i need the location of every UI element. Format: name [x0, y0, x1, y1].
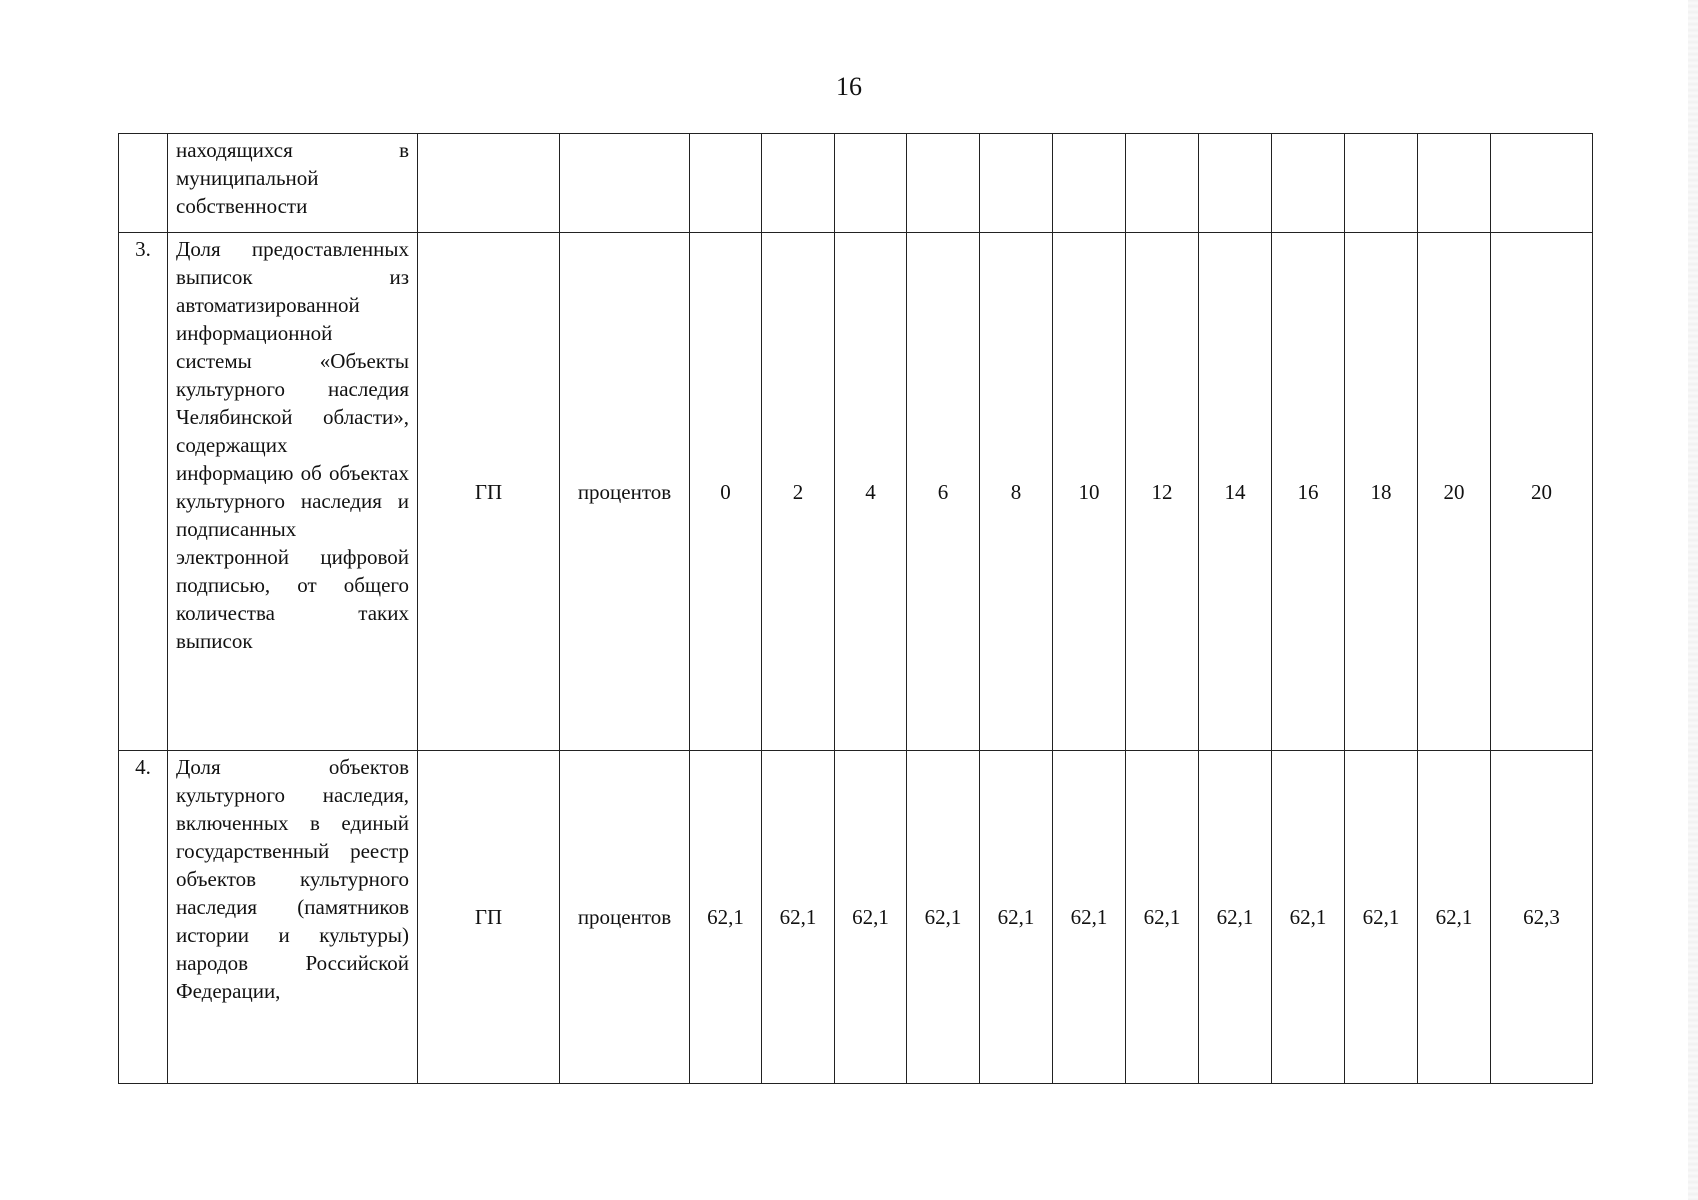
scan-edge-artifact — [1688, 0, 1698, 1200]
value-cell: 18 — [1345, 233, 1418, 751]
value-cell: 62,1 — [835, 751, 907, 1084]
value-cell — [1272, 134, 1345, 233]
value-cell — [1491, 134, 1593, 233]
value-cell — [907, 134, 980, 233]
value-cell — [1345, 134, 1418, 233]
value-cell — [1199, 134, 1272, 233]
value-cell — [835, 134, 907, 233]
row-number-cell: 4. — [119, 751, 168, 1084]
value-cell — [1126, 134, 1199, 233]
source-cell: ГП — [418, 751, 560, 1084]
unit-cell: процентов — [560, 233, 690, 751]
value-cell — [980, 134, 1053, 233]
indicator-name-cell: Доля предоставленных выписок из автоматизированной информационной системы «Объекты культурного наследия Челябинской области», содержащих информацию об объектах культурного наследия и подписанных электронной цифровой подписью, от общего количества таких выписок — [168, 233, 418, 751]
row-number-cell — [119, 134, 168, 233]
value-cell: 62,1 — [762, 751, 835, 1084]
value-cell: 62,1 — [980, 751, 1053, 1084]
value-cell: 20 — [1491, 233, 1593, 751]
value-cell: 6 — [907, 233, 980, 751]
row-number-cell: 3. — [119, 233, 168, 751]
value-cell: 4 — [835, 233, 907, 751]
value-cell: 62,1 — [1272, 751, 1345, 1084]
value-cell: 14 — [1199, 233, 1272, 751]
source-cell: ГП — [418, 233, 560, 751]
value-cell: 16 — [1272, 233, 1345, 751]
table-row — [119, 134, 1593, 233]
value-cell: 62,1 — [1053, 751, 1126, 1084]
value-cell: 10 — [1053, 233, 1126, 751]
value-cell: 2 — [762, 233, 835, 751]
value-cell — [762, 134, 835, 233]
indicators-table — [118, 133, 1593, 1084]
value-cell: 62,1 — [690, 751, 762, 1084]
page-number: 16 — [836, 72, 862, 101]
value-cell: 62,3 — [1491, 751, 1593, 1084]
value-cell: 8 — [980, 233, 1053, 751]
value-cell: 62,1 — [1345, 751, 1418, 1084]
value-cell — [1053, 134, 1126, 233]
indicator-name-cell: Доля объектов культурного наследия, включенных в единый государственный реестр объектов культурного наследия (памятников истории и культуры) народов Российской Федерации, — [168, 751, 418, 1084]
value-cell: 20 — [1418, 233, 1491, 751]
value-cell: 0 — [690, 233, 762, 751]
value-cell — [690, 134, 762, 233]
value-cell: 62,1 — [907, 751, 980, 1084]
value-cell: 12 — [1126, 233, 1199, 751]
source-cell — [418, 134, 560, 233]
value-cell: 62,1 — [1126, 751, 1199, 1084]
table-row — [119, 751, 1593, 1084]
indicator-name-cell: находящихся в муниципальной собственности — [168, 134, 418, 233]
table-row — [119, 233, 1593, 751]
value-cell — [1418, 134, 1491, 233]
unit-cell: процентов — [560, 751, 690, 1084]
value-cell: 62,1 — [1418, 751, 1491, 1084]
unit-cell — [560, 134, 690, 233]
value-cell: 62,1 — [1199, 751, 1272, 1084]
